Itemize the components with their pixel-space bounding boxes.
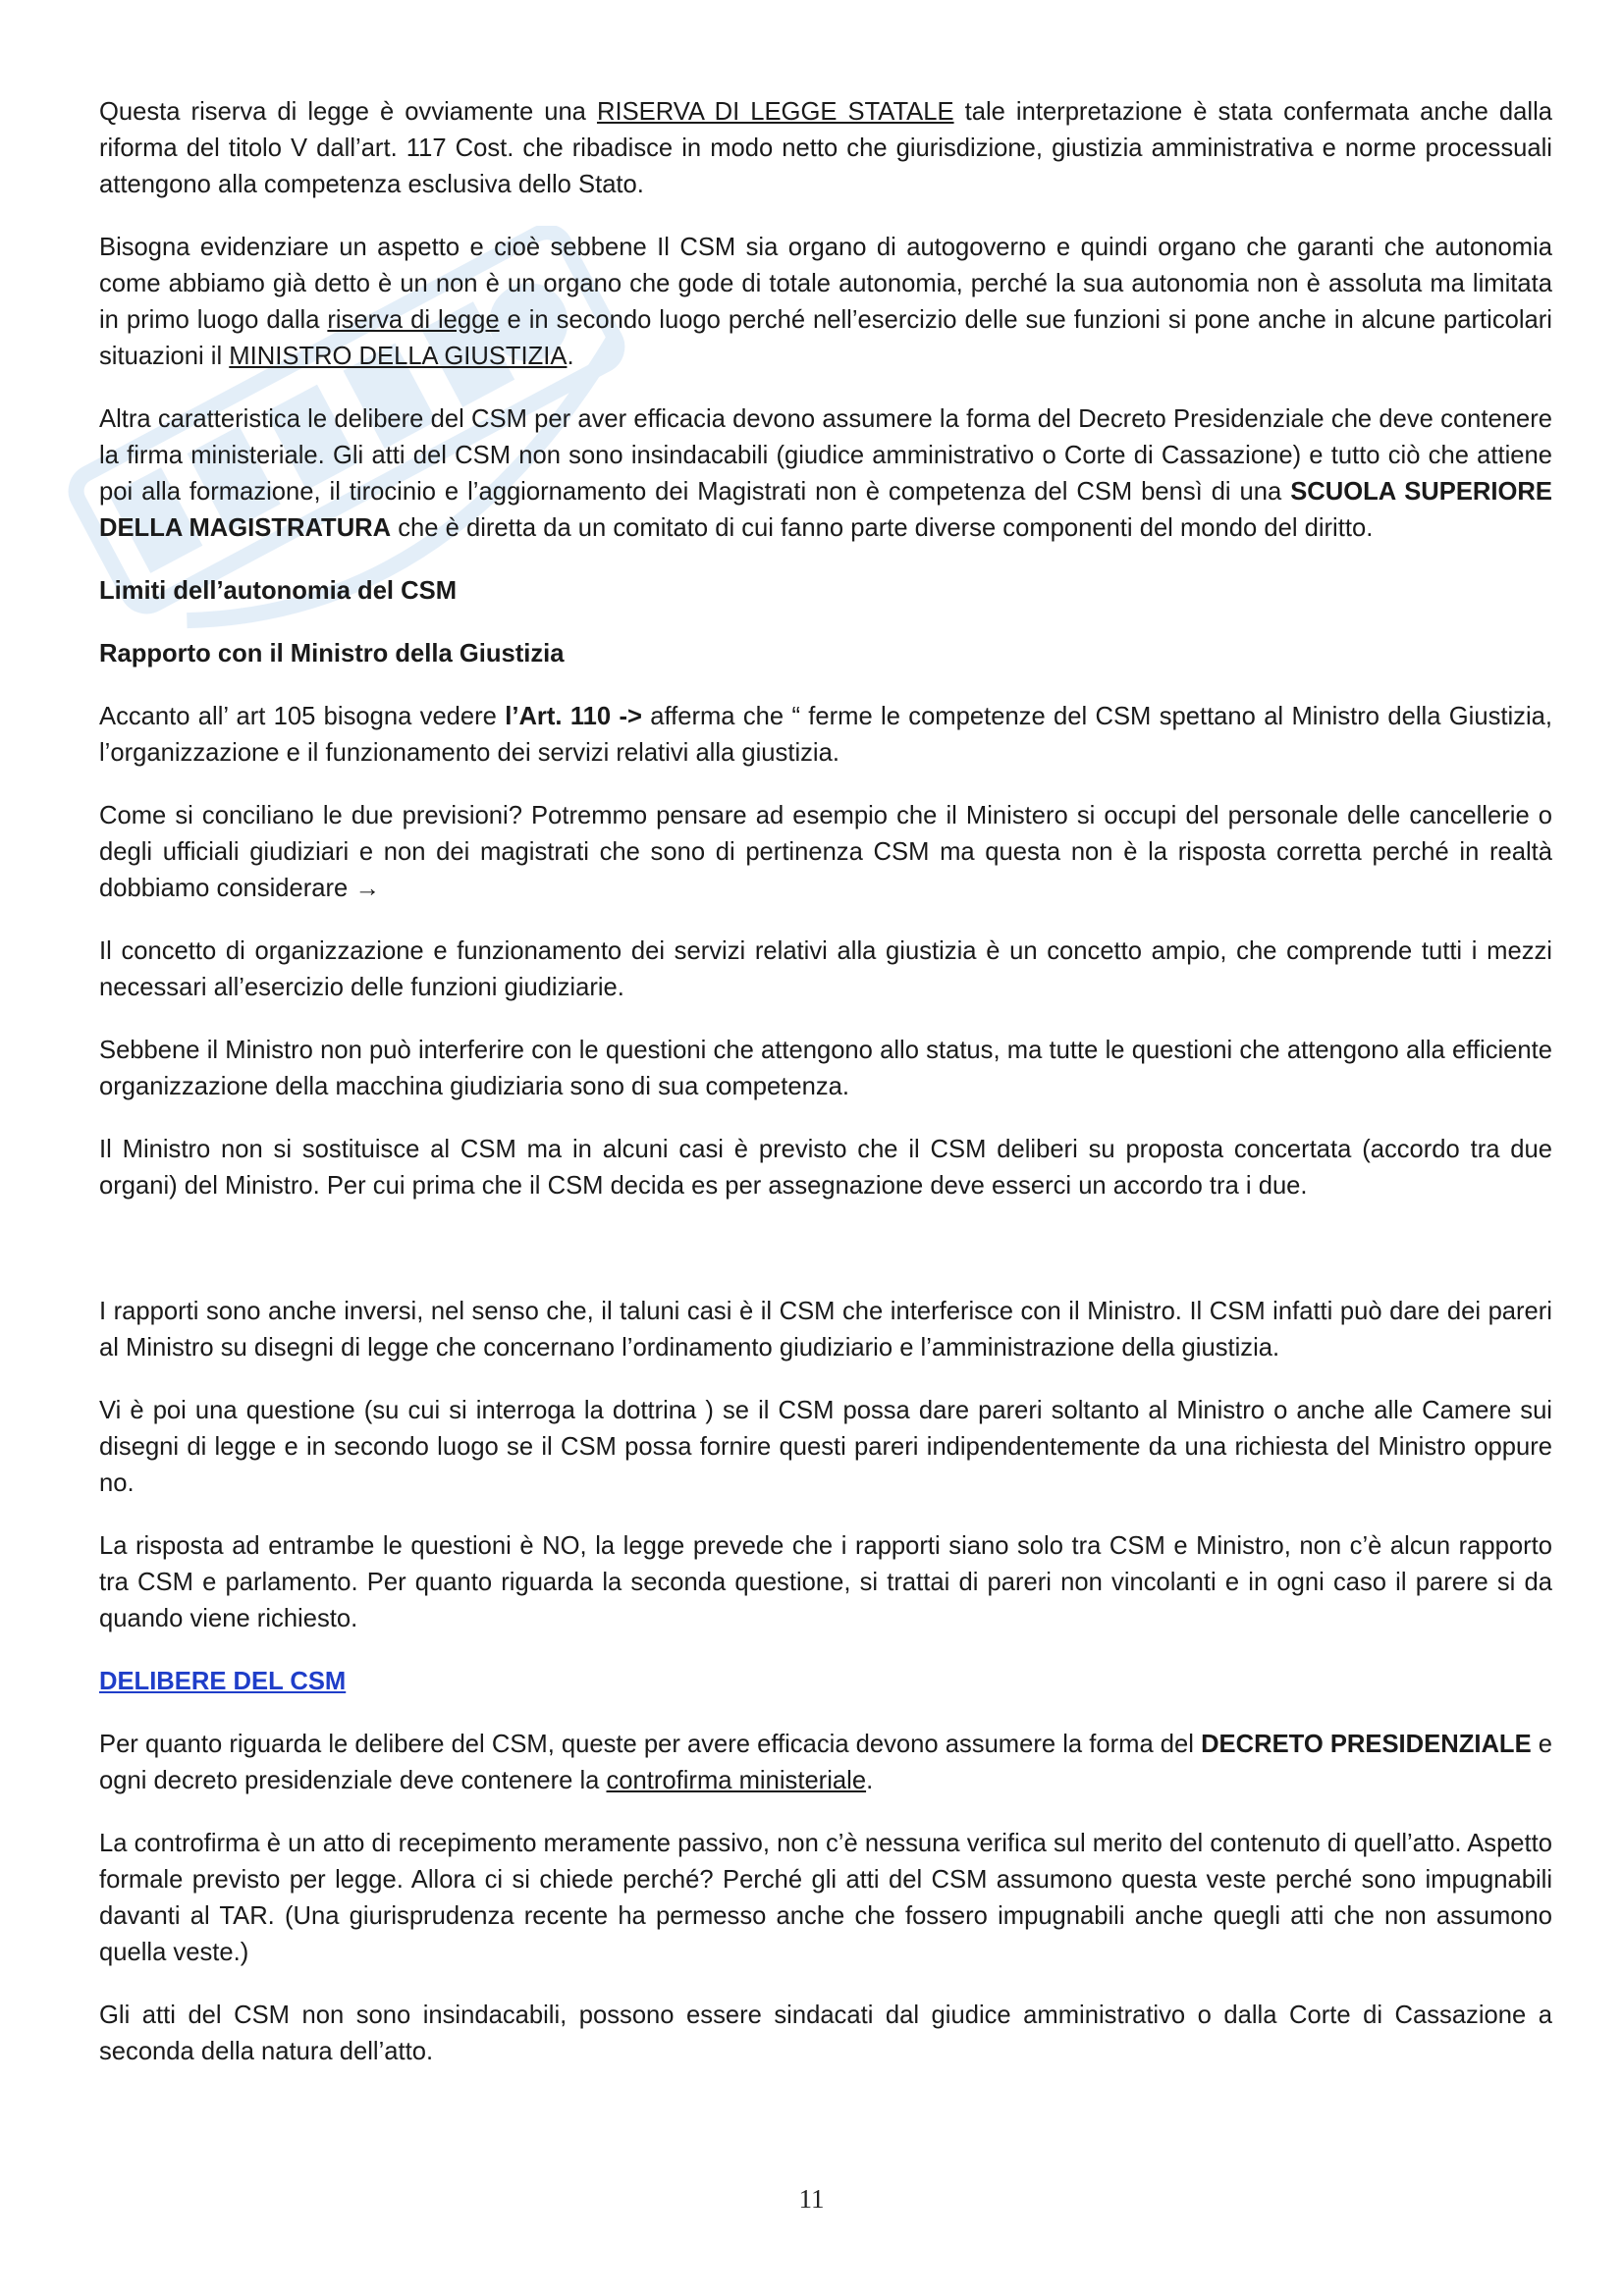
paragraph: [99, 230, 1552, 375]
bold-term: l’Art. 110 ->: [505, 703, 642, 730]
paragraph: [99, 699, 1552, 772]
underlined-term: MINISTRO DELLA GIUSTIZIA: [229, 343, 568, 370]
text-run: Accanto all’ art 105 bisogna vedere: [99, 703, 506, 730]
bold-term: DECRETO PRESIDENZIALE: [1201, 1731, 1532, 1758]
text-run: che è diretta da un comitato di cui fanno parte diverse componenti del mondo del diritto.: [391, 514, 1374, 542]
section-heading-link[interactable]: DELIBERE DEL CSM: [99, 1668, 347, 1695]
paragraph: I rapporti sono anche inversi, nel senso che, il taluni casi è il CSM che interferisce con il Ministro. Il CSM infatti può dare dei pareri al Ministro su disegni di legge che concernano l’ordinamento giudiziario e l’amministrazione della giustizia.: [99, 1298, 1552, 1362]
page-number: 11: [798, 2184, 825, 2214]
paragraph: La risposta ad entrambe le questioni è NO, la legge prevede che i rapporti siano solo tra CSM e Ministro, non c’è alcun rapporto tra CSM e parlamento. Per quanto riguarda la seconda questione, si trattai di pareri non vincolanti e in ogni caso il parere si da quando viene richiesto.: [99, 1532, 1552, 1632]
paragraph: Gli atti del CSM non sono insindacabili, possono essere sindacati dal giudice amministrativo o dalla Corte di Cassazione a seconda della natura dell’atto.: [99, 2002, 1552, 2065]
underlined-term: RISERVA DI LEGGE STATALE: [596, 98, 954, 126]
blank-space: [99, 1231, 1552, 1294]
text-run: e ogni decreto presidenziale deve contenere la: [99, 1731, 1552, 1794]
text-run: e in secondo luogo perché nell’esercizio delle sue funzioni si pone anche in alcune particolari situazioni il: [99, 306, 1552, 370]
section-heading: Rapporto con il Ministro della Giustizia: [99, 640, 565, 667]
bold-term: SCUOLA SUPERIORE DELLA MAGISTRATURA: [99, 478, 1552, 542]
text-run: Questa riserva di legge è ovviamente una: [99, 98, 597, 126]
text-run: tale interpretazione è stata confermata anche dalla riforma del titolo V dall’art. 117 Cost. che ribadisce in modo netto che giurisdizione, giustizia amministrativa e norme processuali attengono alla competenza esclusiva dello Stato.: [99, 98, 1552, 198]
text-run: .: [866, 1767, 874, 1794]
text-run: Per quanto riguarda le delibere del CSM, queste per avere efficacia devono assumere la forma del: [99, 1731, 1202, 1758]
paragraph: Vi è poi una questione (su cui si interroga la dottrina ) se il CSM possa dare pareri soltanto al Ministro o anche alle Camere sui disegni di legge e in secondo luogo se il CSM possa fornire questi pareri indipendentemente da una richiesta del Ministro oppure no.: [99, 1397, 1552, 1497]
paragraph: [99, 94, 1552, 203]
paragraph: [99, 1727, 1552, 1799]
paragraph: Come si conciliano le due previsioni? Potremmo pensare ad esempio che il Ministero si occupi del personale delle cancellerie o degli ufficiali giudiziari e non dei magistrati che sono di pertinenza CSM ma questa non è la risposta corretta perché in realtà dobbiamo considerare →: [99, 802, 1552, 902]
paragraph: [99, 401, 1552, 547]
text-run: afferma che “ ferme le competenze del CSM spettano al Ministro della Giustizia, l’organizzazione e il funzionamento dei servizi relativi alla giustizia.: [99, 703, 1552, 767]
text-run: Bisogna evidenziare un aspetto e cioè sebbene Il CSM sia organo di autogoverno e quindi organo che garanti che autonomia come abbiamo già detto è un non è un organo che gode di totale autonomia, perché la sua autonomia non è assoluta ma limitata in primo luogo dalla: [99, 234, 1552, 334]
text-run: .: [567, 343, 574, 370]
paragraph: Il concetto di organizzazione e funzionamento dei servizi relativi alla giustizia è un concetto ampio, che comprende tutti i mezzi necessari all’esercizio delle funzioni giudiziarie.: [99, 937, 1552, 1001]
paragraph: La controfirma è un atto di recepimento meramente passivo, non c’è nessuna verifica sul merito del contenuto di quell’atto. Aspetto formale previsto per legge. Allora ci si chiede perché? Perché gli atti del CSM assumono questa veste perché sono impugnabili davanti al TAR. (Una giurisprudenza recente ha permesso anche che fossero impugnabili anche quegli atti che non assumono quella veste.): [99, 1830, 1552, 1966]
paragraph: Sebbene il Ministro non può interferire con le questioni che attengono allo status, ma tutte le questioni che attengono alla efficiente organizzazione della macchina giudiziaria sono di sua competenza.: [99, 1037, 1552, 1100]
underlined-term: controfirma ministeriale: [606, 1767, 867, 1794]
paragraph: Il Ministro non si sostituisce al CSM ma in alcuni casi è previsto che il CSM deliberi su proposta concertata (accordo tra due organi) del Ministro. Per cui prima che il CSM decida es per assegnazione deve esserci un accordo tra i due.: [99, 1136, 1552, 1200]
document-page: [99, 94, 1552, 2097]
text-run: Altra caratteristica le delibere del CSM per aver efficacia devono assumere la forma del Decreto Presidenziale che deve contenere la firma ministeriale. Gli atti del CSM non sono insindacabili (giudice amministrativo o Corte di Cassazione) e tutto ciò che attiene poi alla formazione, il tirocinio e l’aggiornamento dei Magistrati non è competenza del CSM bensì di una: [99, 405, 1552, 506]
section-heading: Limiti dell’autonomia del CSM: [99, 577, 458, 605]
underlined-term: riserva di legge: [327, 306, 500, 334]
